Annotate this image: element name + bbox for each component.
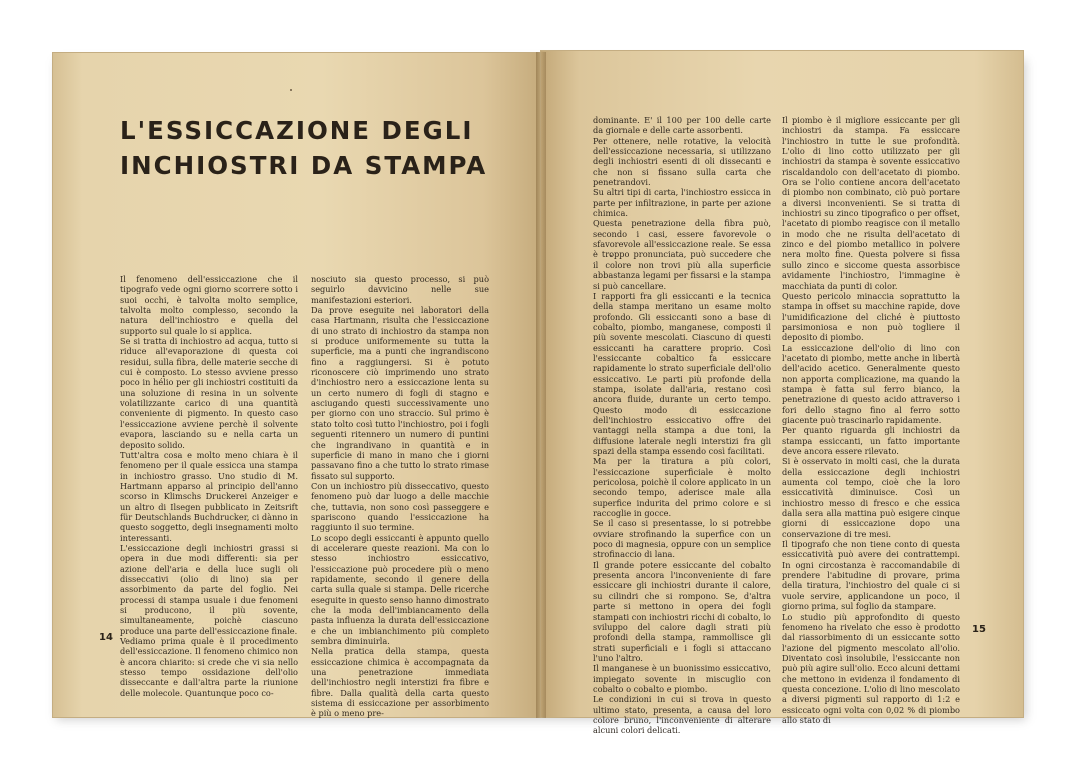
paragraph: La essiccazione dell'olio di lino con l'acetato di piombo, mette anche in libertà dell'acido acetico. Generalmente questo non apporta complicazione, ma quando la stampa è fatta sul ferro bianco, la penetrazione di questo acido attraverso i fori dello stagno fino al ferro sotto giacente può trascinarlo rapidamente. bbox=[782, 342, 960, 425]
paragraph: Nella pratica della stampa, questa essiccazione chimica è accompagnata da una penetrazione immediata dell'inchiostro negli interstizi fra fibre e fibre. Dalla qualità della carta questo sistema di essiccazione per assorbimento è più o meno pre- bbox=[311, 646, 489, 719]
paragraph: Da prove eseguite nei laboratori della casa Hartmann, risulta che l'essiccazione di uno strato di inchiostro da stampa non si produce uniformemente su tutta la superficie, ma a punti che ingrandiscono fino a raggiungersi. Si è potuto riconoscere ciò imprimendo uno strato d'inchiostro nero a essiccazione lenta su un certo numero di fogli di stagno e asciugando questi successivamente uno per giorno con uno straccio. Sul primo è stato tolto così tutto l'inchiostro, poi i fogli seguenti ritennero un numero di puntini che ingrandivano in quantità e in superficie di mano in mano che i giorni passavano fino a che tutto lo strato rimase fissato sul supporto. bbox=[311, 305, 489, 481]
paragraph: Tutt'altra cosa e molto meno chiara è il fenomeno per il quale essicca una stampa in inchiostro grasso. Uno studio di M. Hartmann apparso al principio dell'anno scorso in Klimschs Druckerei Anzeiger e un altro di Ilsegen pubblicato in Zeitsrift für Deutschlands Buchdrucker, ci dànno in questo soggetto, degli insegnamenti molto interessanti. bbox=[120, 449, 298, 543]
text-column-3 bbox=[593, 115, 771, 736]
text-column-2 bbox=[311, 274, 489, 719]
paragraph: Il manganese è un buonissimo essiccativo, impiegato sovente in miscuglio con cobalto o cobalto e piombo. bbox=[593, 663, 771, 694]
paragraph: nosciuto sia questo processo, si può seguirlo davvicino nelle sue manifestazioni esteriori. bbox=[311, 274, 489, 305]
book-gutter bbox=[536, 52, 546, 718]
paragraph: Con un inchiostro più disseccativo, questo fenomeno può dar luogo a delle macchie che, tuttavia, non sono così passeggere e spariscono quando l'essiccazione ha raggiunto il suo termine. bbox=[311, 480, 489, 533]
paragraph: Il grande potere essiccante del cobalto presenta ancora l'inconveniente di fare essiccare gli inchiostri durante il calore, su cilindri che si rompono. Se, d'altra parte si mettono in opera dei fogli stampati con inchiostri ricchi di cobalto, lo sviluppo del calore dagli strati più profondi della stampa, rammollisce gli strati superficiali e i fogli si attaccano l'uno l'altro. bbox=[593, 559, 771, 663]
paragraph: Il piombo è il migliore essiccante per gli inchiostri da stampa. Fa essiccare l'inchiostro in tutte le sue profondità. L'olio di lino cotto utilizzato per gli inchiostri da stampa è sovente essiccativo riscaldandolo con dell'acetato di piombo. Ora se l'olio contiene ancora dell'acetato di piombo non combinato, ciò può portare a diversi inconvenienti. Se si tratta di inchiostri su zinco tipografico o per offset, l'acetato di piombo reagisce con il metallo in modo che ne risulta dell'acetato di zinco e del piombo metallico in polvere nera molto fine. Questa polvere si fissa sullo zinco e siccome questa assorbisce avidamente l'inchiostro, l'immagine è macchiata da punti di color. bbox=[782, 115, 960, 291]
paragraph: Si è osservato in molti casi, che la durata della essiccazione degli inchiostri aumenta col tempo, cioè che la loro essiccatività diminuisce. Così un inchiostro messo di fresco e che essica dalla sera alla mattina può esigere cinque giorni di essiccazione dopo una conservazione di tre mesi. bbox=[782, 456, 960, 539]
text-column-1 bbox=[120, 274, 298, 698]
article-title bbox=[120, 113, 520, 183]
paragraph: I rapporti fra gli essiccanti e la tecnica della stampa meritano un esame molto profondo. Gli essiccanti sono a base di cobalto, piombo, manganese, composti il più sovente mescolati. Ciascuno di questi essiccanti ha carattere proprio. Così l'essiccante cobaltico fa essiccare rapidamente lo strato superficiale dell'olio essiccativo. Le parti più profonde della stampa, isolate dall'aria, restano così ancora fluide, durante un certo tempo. Questo modo di essiccazione dell'inchiostro essiccativo offre dei vantaggi nella stampa a due toni, la diffusione laterale negli interstizi fra gli spazi della stampa essendo così facilitati. bbox=[593, 290, 771, 456]
text-column-4 bbox=[782, 115, 960, 725]
paragraph: Ma per la tiratura a più colori, l'essiccazione superficiale è molto pericolosa, poichè il colore applicato in un secondo tempo, aderisce male alla superfice indurita del primo colore e si raccoglie in gocce. bbox=[593, 456, 771, 519]
paragraph: Lo scopo degli essiccanti è appunto quello di accelerare queste reazioni. Ma con lo stesso inchiostro essiccativo, l'essiccazione può procedere più o meno rapidamente, secondo il genere della carta sulla quale si stampa. Delle ricerche eseguite in questo senso hanno dimostrato che la moda dell'imbiancamento della pasta influenza la durata dell'essiccazione e che un imbianchimento più completo sembra diminuirla. bbox=[311, 532, 489, 647]
paragraph: Il fenomeno dell'essiccazione che il tipografo vede ogni giorno scorrere sotto i suoi occhi, è talvolta molto semplice, talvolta molto complesso, secondo la natura dell'inchiostro e quella del supporto sul quale lo si applica. bbox=[120, 274, 298, 336]
title-line-1: L'ESSICCAZIONE DEGLI bbox=[120, 116, 474, 145]
page-number-left: 14 bbox=[99, 632, 113, 643]
page-number-right: 15 bbox=[972, 624, 986, 635]
paragraph: Vediamo prima quale è il procedimento dell'essiccazione. Il fenomeno chimico non è ancora chiarito: si crede che vi sia nello stesso tempo ossidazione dell'olio disseccante e dall'altra parte la riunione delle molecole. Quantunque poco co- bbox=[120, 636, 298, 698]
paragraph: Se si tratta di inchiostro ad acqua, tutto si riduce all'evaporazione di questa coi residui, sulla fibra, delle materie secche di cui è composto. Lo stesso avviene presso poco in hélio per gli inchiostri costituiti da una soluzione di resina in un solvente volatilizzante carico di una quantità conveniente di pigmento. In questo caso l'essiccazione avviene perchè il solvente evapora, lasciando su e nella carta un deposito solido. bbox=[120, 336, 298, 450]
paragraph: Per quanto riguarda gli inchiostri da stampa essiccanti, un fatto importante deve ancora essere rilevato. bbox=[782, 425, 960, 456]
paragraph: Le condizioni in cui si trova in questo ultimo stato, presenta, a causa del loro colore bruno, l'inconveniente di alterare alcuni colori delicati. bbox=[593, 694, 771, 736]
paragraph: L'essiccazione degli inchiostri grassi si opera in due modi differenti: sia per azione dell'aria e della luce sugli oli disseccativi (olio di lino) sia per assorbimento da parte del foglio. Nei processi di stampa usuale i due fenomeni si producono, il più sovente, simultaneamente, poichè ciascuno produce una parte dell'essiccazione finale. bbox=[120, 542, 298, 636]
paragraph: Su altri tipi di carta, l'inchiostro essicca in parte per infiltrazione, in parte per azione chimica. bbox=[593, 187, 771, 219]
paragraph: Il tipografo che non tiene conto di questa essiccatività può avere dei contrattempi. In ogni circostanza è raccomandabile di prendere l'abitudine di provare, prima della tiratura, l'inchiostro del quale ci si vuole servire, applicandone un poco, il giorno prima, sul foglio da stampare. bbox=[782, 539, 960, 612]
paragraph: Questo pericolo minaccia soprattutto la stampa in offset su macchine rapide, dove l'umidificazione del cliché è piuttosto parsimoniosa e non può togliere il deposito di piombo. bbox=[782, 290, 960, 343]
paragraph: dominante. E' il 100 per 100 delle carte da giornale e delle carte assorbenti. bbox=[593, 115, 771, 136]
paragraph: Lo studio più approfondito di questo fenomeno ha rivelato che esso è prodotto dal riassorbimento di un essiccante sotto l'azione del pigmento mescolato all'olio. Diventato così insolubile, l'essiccante non può più agire sull'olio. Ecco alcuni dettami che mettono in evidenza il fondamento di questa concezione. L'olio di lino mescolato a diversi pigmenti sul rapporto di 1:2 e essiccato ogni volta con 0,02 % di piombo allo stato di bbox=[782, 611, 960, 725]
title-line-2: INCHIOSTRI DA STAMPA bbox=[120, 151, 488, 180]
paragraph: Questa penetrazione della fibra può, secondo i casi, essere favorevole o sfavorevole all'essiccazione reale. Se essa è troppo pronunciata, può succedere che il colore non trovi più alla superficie abbastanza legami per fissarsi e la stampa si può cancellare. bbox=[593, 218, 771, 291]
paragraph: Se il caso si presentasse, lo si potrebbe ovviare strofinando la superfice con un poco di magnesia, oppure con un semplice strofinaccio di lana. bbox=[593, 518, 771, 560]
paper-speck bbox=[290, 89, 292, 91]
paragraph: Per ottenere, nelle rotative, la velocità dell'essiccazione necessaria, si utilizzano degli inchiostri esenti di oli dissecanti e che non si fissano sulla carta che penetrandovi. bbox=[593, 135, 771, 188]
